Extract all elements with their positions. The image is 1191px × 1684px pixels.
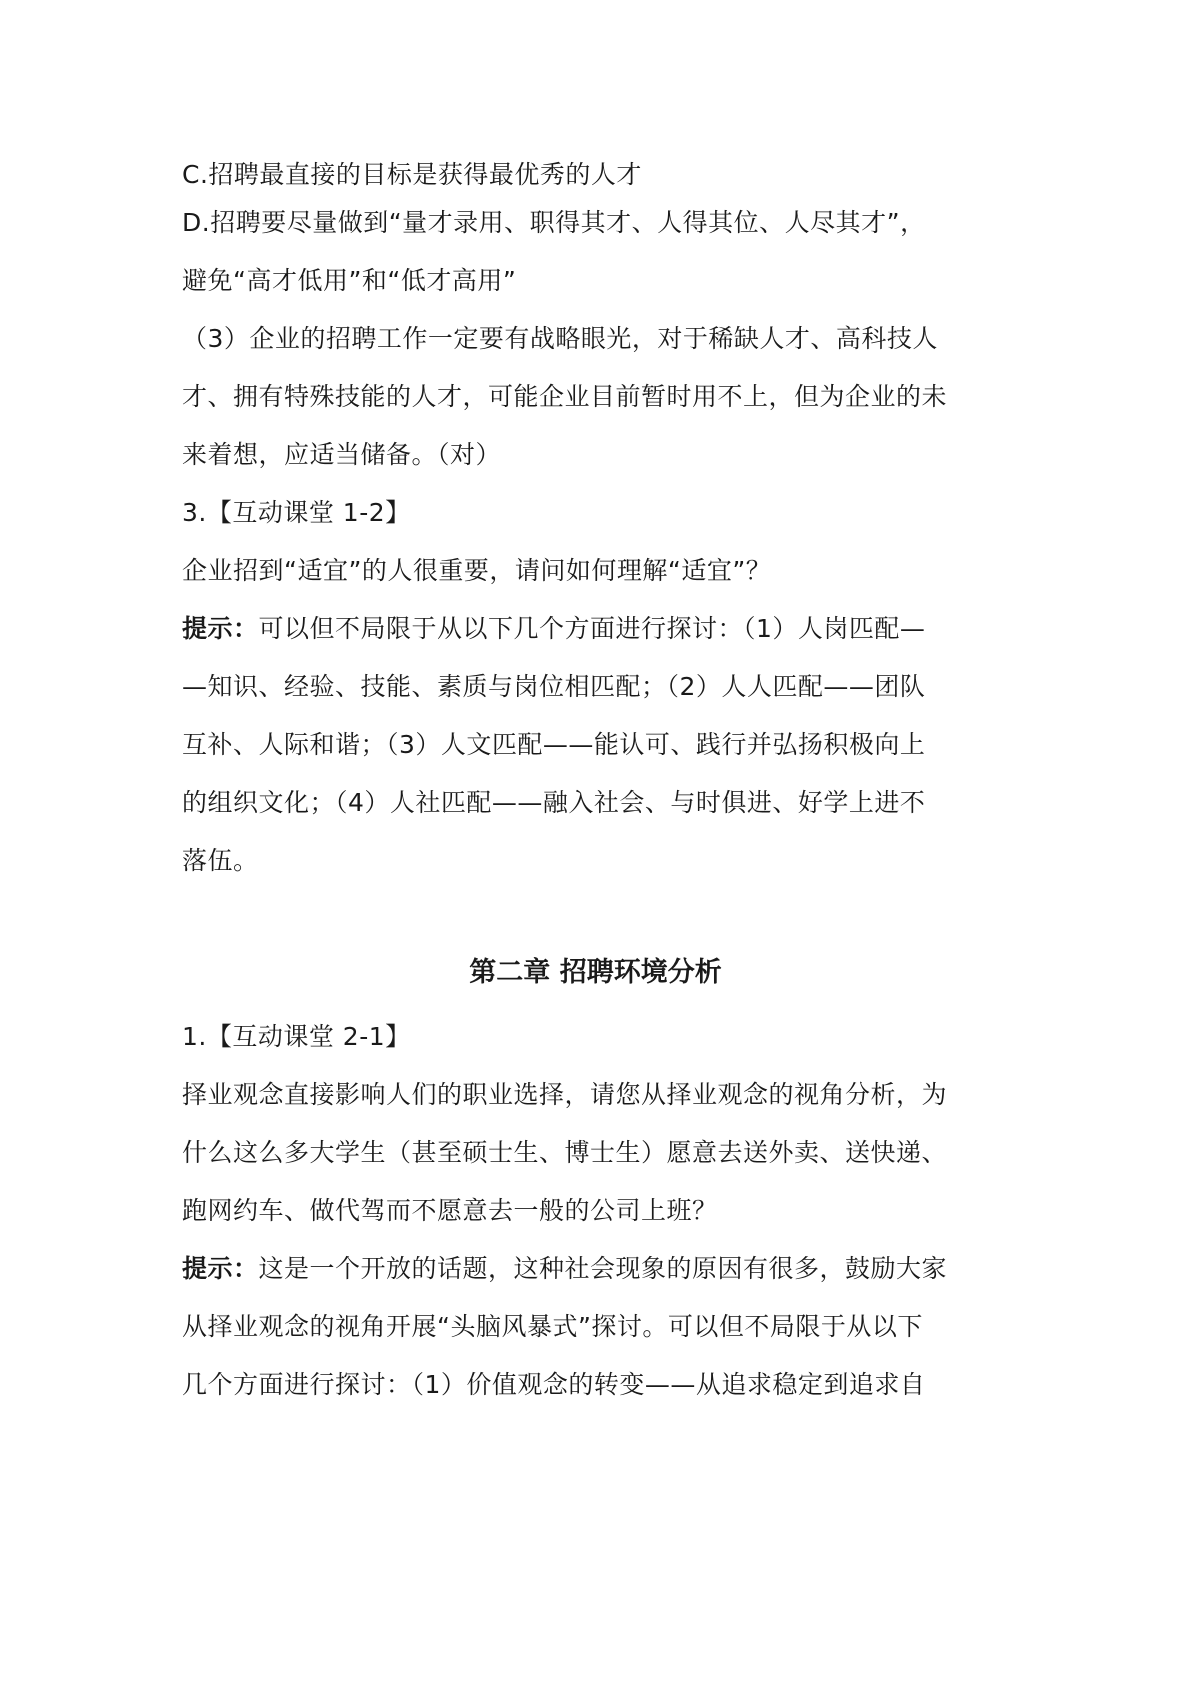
hint-text: 可以但不局限于从以下几个方面进行探讨：（1）人岗匹配— (258, 614, 926, 643)
paragraph-line: 避免“高才低用”和“低才高用” (182, 266, 517, 295)
paragraph-line: 的组织文化；（4）人社匹配——融入社会、与时俱进、好学上进不 (182, 788, 926, 817)
paragraph-line: 来着想，应适当储备。（对） (182, 440, 502, 469)
question-text: 择业观念直接影响人们的职业选择，请您从择业观念的视角分析，为 (182, 1080, 948, 1109)
paragraph-line: 跑网约车、做代驾而不愿意去一般的公司上班？ (182, 1196, 718, 1225)
chapter-heading: 第二章 招聘环境分析 (469, 957, 722, 988)
hint-label: 提示： (182, 1254, 259, 1283)
section-label: 1.【互动课堂 2-1】 (182, 1022, 411, 1051)
paragraph-line: 什么这么多大学生（甚至硕士生、博士生）愿意去送外卖、送快递、 (182, 1138, 948, 1167)
paragraph-line: 从择业观念的视角开展“头脑风暴式”探讨。可以但不局限于从以下 (182, 1312, 923, 1341)
paragraph-line: —知识、经验、技能、素质与岗位相匹配；（2）人人匹配——团队 (182, 672, 926, 701)
paragraph-line: D.招聘要尽量做到“量才录用、职得其才、人得其位、人尽其才”， (182, 208, 926, 237)
section-label: 3.【互动课堂 1-2】 (182, 498, 411, 527)
paragraph-line: C.招聘最直接的目标是获得最优秀的人才 (182, 160, 642, 189)
hint-line (182, 1253, 1022, 1285)
hint-label: 提示： (182, 614, 259, 643)
question-text: 企业招到“适宜”的人很重要，请问如何理解“适宜”？ (182, 556, 772, 585)
paragraph-line: 才、拥有特殊技能的人才，可能企业目前暂时用不上，但为企业的未 (182, 382, 948, 411)
paragraph-line: 互补、人际和谐；（3）人文匹配——能认可、践行并弘扬积极向上 (182, 730, 926, 759)
paragraph-line: 几个方面进行探讨：（1）价值观念的转变——从追求稳定到追求自 (182, 1370, 926, 1399)
hint-line (182, 613, 1022, 645)
paragraph-line: 落伍。 (182, 846, 259, 875)
hint-text: 这是一个开放的话题，这种社会现象的原因有很多，鼓励大家 (258, 1254, 948, 1283)
paragraph-line: （3）企业的招聘工作一定要有战略眼光，对于稀缺人才、高科技人 (182, 324, 938, 353)
